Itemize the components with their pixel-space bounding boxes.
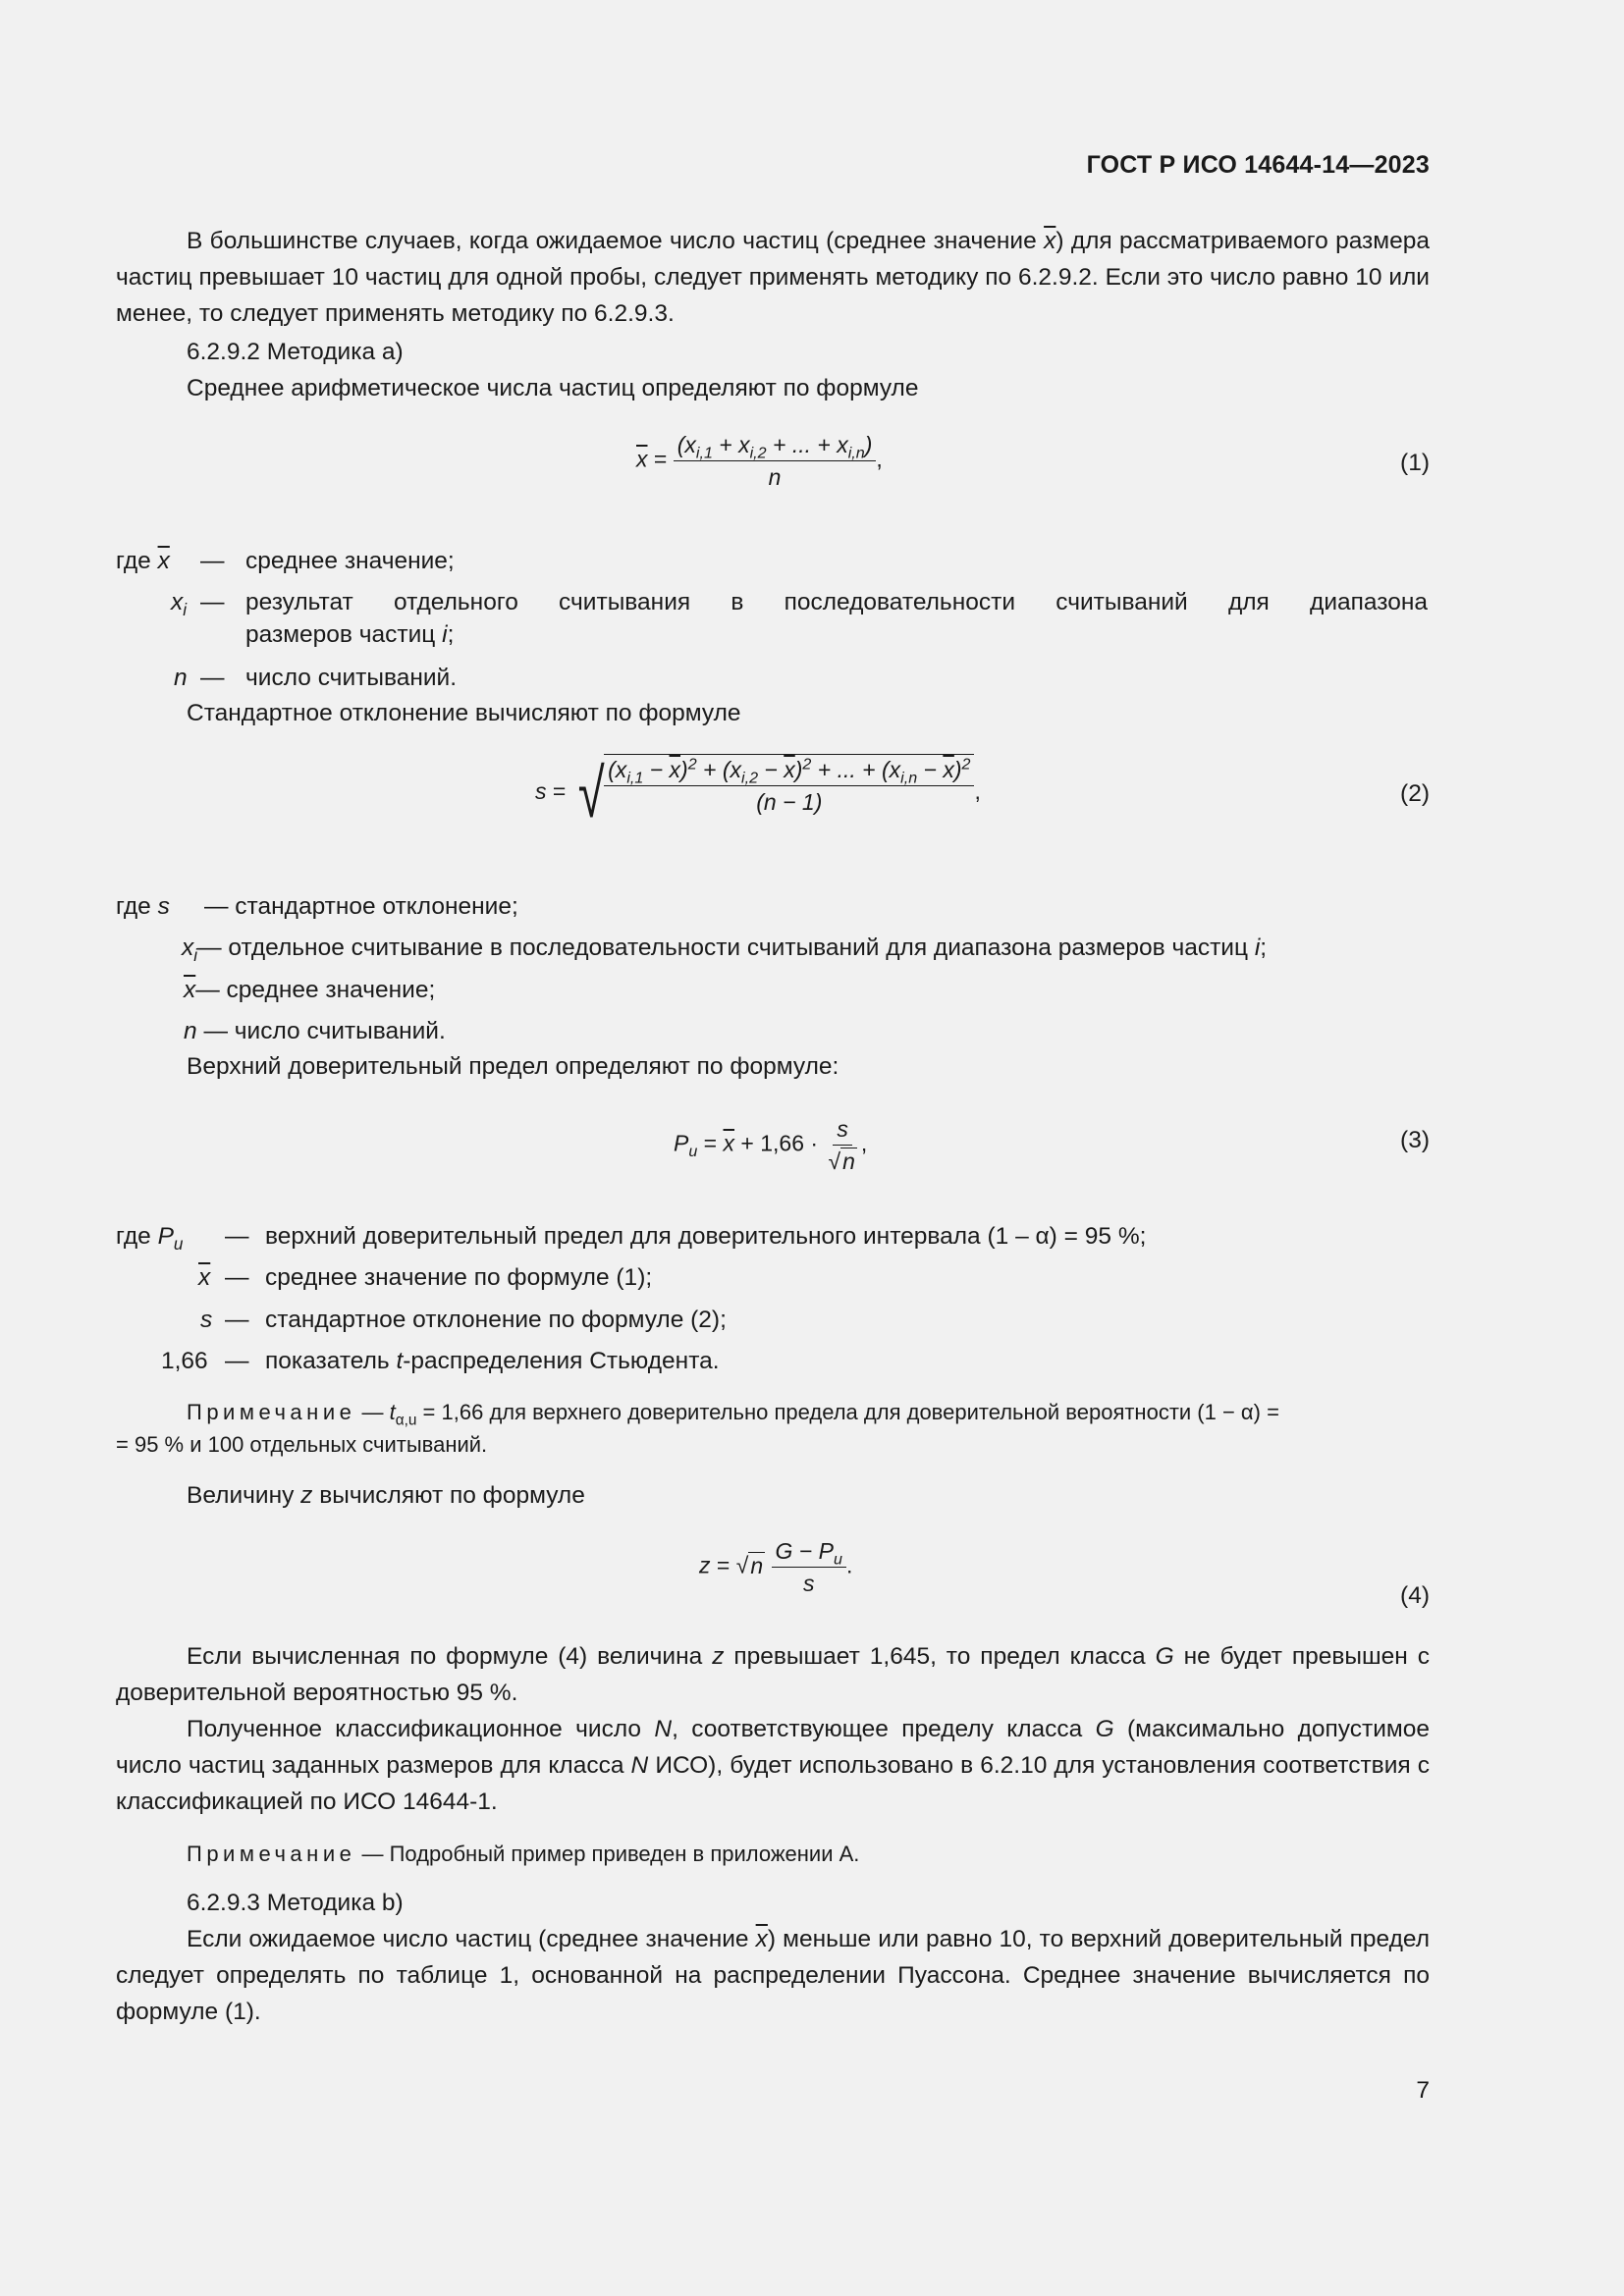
sqrt-icon: √ xyxy=(577,755,605,831)
intro-paragraph: В большинстве случаев, когда ожидаемое число частиц (среднее значение $\overline{x}$) для рассматриваемого размера частиц превышает 10 частиц для одной пробы, следует применять методику по 6.2.9.2. Если это число равно 10 или менее, то следует применять методику по 6.2.9.3. xyxy=(116,228,1430,327)
equation-3-number: (3) xyxy=(1400,1127,1430,1153)
equation-4: z = √n $\frac{G - P_u}{s}$ . xyxy=(699,1538,853,1596)
document-header: ГОСТ Р ИСО 14644-14—2023 xyxy=(1086,151,1430,179)
section-6-2-9-3-heading: 6.2.9.3 Методика b) xyxy=(187,1890,404,1916)
mean-formula-intro: Среднее арифметическое числа частиц определяют по формуле xyxy=(187,375,919,401)
sqrt-icon: √ xyxy=(735,1552,749,1578)
section-6-2-9-2-heading: 6.2.9.2 Методика а) xyxy=(187,339,404,365)
equation-1-number: (1) xyxy=(1400,450,1430,476)
equation-4-number: (4) xyxy=(1400,1582,1430,1609)
std-formula-intro: Стандартное отклонение вычисляют по формуле xyxy=(187,700,741,726)
z-formula-intro: Величину z вычисляют по формуле xyxy=(187,1482,585,1509)
x-bar-symbol: $\overline{x}$ xyxy=(1044,228,1056,254)
equation-3: $P_u = \overline{x} + 1,66$ · $\frac{s}{√n}$ , xyxy=(674,1116,868,1174)
paragraph-z-result: Если вычисленная по формуле (4) величина z превышает 1,645, то предел класса G не будет превышен с доверительной вероятностью 95 %. xyxy=(116,1643,1430,1706)
paragraph-method-b: Если ожидаемое число частиц (среднее значение $\overline{x}$) меньше или равно 10, то верхний доверительный предел следует определять по таблице 1, основанной на распределении Пуассона. Среднее значение вычисляется по формуле (1). xyxy=(116,1926,1430,2025)
equation-2: s = √ $\frac{(x_{i,1} - \overline{x})^2 + (x_{i,2} - \overline{x})^2 + ... + (x_{i,n} - \overline{x})^2}{(n - 1)}$ , xyxy=(535,755,981,831)
page-number: 7 xyxy=(1416,2077,1430,2104)
paragraph-classification: Полученное классификационное число N, соответствующее пределу класса G (максимально допустимое число частиц заданных размеров для класса N ИСО), будет использовано в 6.2.10 для установления соответствия с классификацией по ИСО 14644-1. xyxy=(116,1716,1431,1815)
sqrt-icon: √ xyxy=(828,1148,841,1174)
equation-2-number: (2) xyxy=(1400,780,1430,807)
upper-limit-intro: Верхний доверительный предел определяют по формуле: xyxy=(187,1053,839,1080)
note-2: Примечание — Подробный пример приведен в приложении А. xyxy=(187,1842,860,1866)
equation-1: $\overline{x}$ = $\frac{(x_{i,1} + x_{i,2} + ... + x_{i,n})}{n}$ , xyxy=(636,432,883,490)
